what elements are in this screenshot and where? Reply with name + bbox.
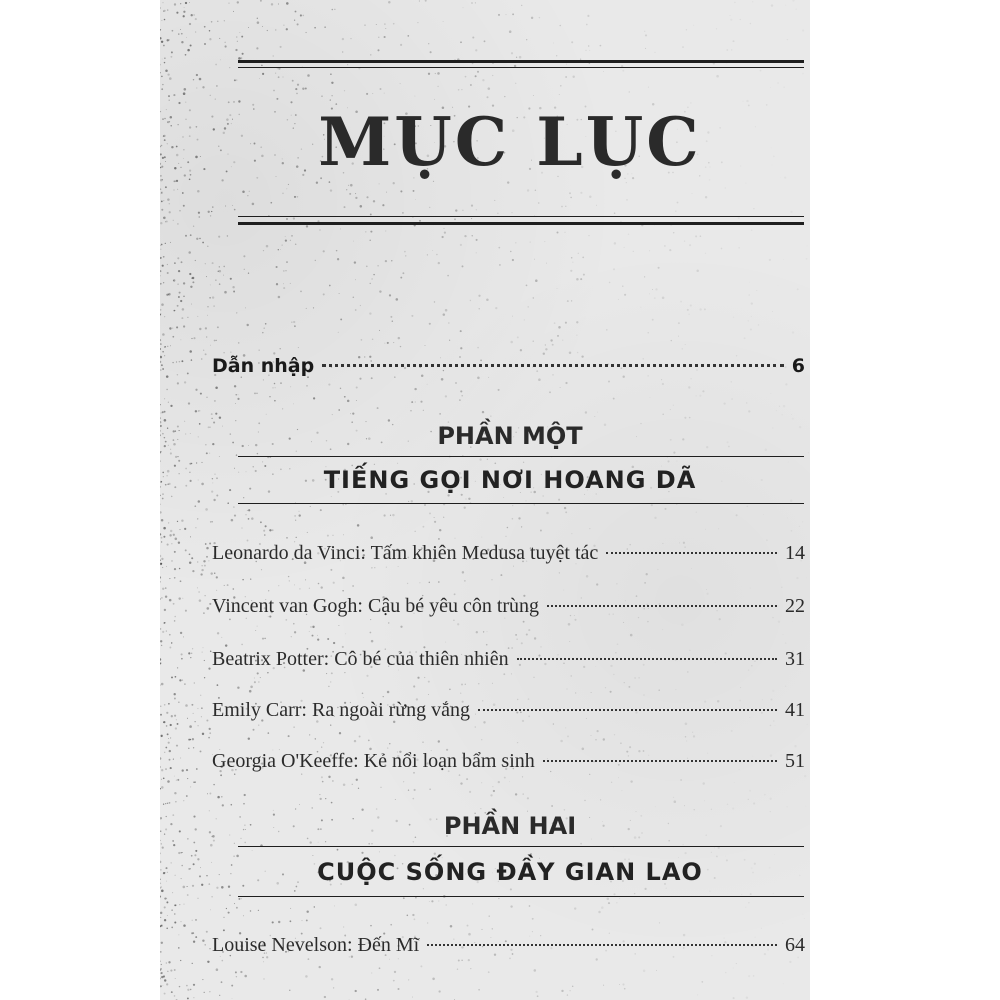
part-two-rule-top: [238, 846, 804, 847]
part-two-label: PHẦN HAI: [443, 812, 577, 840]
intro-entry[interactable]: [212, 355, 805, 387]
toc-entry[interactable]: [212, 699, 805, 727]
toc-entry[interactable]: [212, 934, 805, 962]
entry-page: 31: [785, 648, 805, 670]
dot-leader: [547, 605, 777, 607]
entry-title: Vincent van Gogh: Cậu bé yêu côn trùng: [212, 595, 540, 617]
toc-entry[interactable]: [212, 648, 805, 676]
entry-page: 51: [785, 750, 805, 772]
intro-title: Dẫn nhập: [212, 355, 315, 377]
title-rule-thin: [238, 216, 804, 217]
entry-title: Beatrix Potter: Cô bé của thiên nhiên: [212, 648, 509, 670]
part-one-label: PHẦN MỘT: [437, 422, 583, 450]
dot-leader: [517, 658, 777, 660]
entry-page: 64: [785, 934, 805, 956]
part-one-title: TIẾNG GỌI NƠI HOANG DÃ: [323, 466, 697, 494]
book-page: [160, 0, 810, 1000]
dot-leader: [427, 944, 777, 946]
entry-title: Louise Nevelson: Đến Mĩ: [212, 934, 420, 956]
part-two-title: CUỘC SỐNG ĐẦY GIAN LAO: [317, 858, 703, 886]
part-two-rule-bottom: [238, 896, 804, 897]
dot-leader: [478, 709, 777, 711]
toc-entry[interactable]: [212, 542, 805, 570]
part-one-rule-bottom: [238, 503, 804, 504]
entry-page: 22: [785, 595, 805, 617]
entry-page: 41: [785, 699, 805, 721]
toc-entry[interactable]: [212, 750, 805, 778]
toc-entry[interactable]: [212, 595, 805, 623]
page-title: MỤC LỤC: [318, 103, 702, 181]
entry-title: Leonardo da Vinci: Tấm khiên Medusa tuyệt tác: [212, 542, 599, 564]
intro-page: 6: [791, 355, 805, 377]
dot-leader: [543, 760, 777, 762]
dot-leader: [322, 364, 784, 367]
entry-title: Emily Carr: Ra ngoài rừng vắng: [212, 699, 471, 721]
entry-title: Georgia O'Keeffe: Kẻ nổi loạn bẩm sinh: [212, 750, 535, 772]
top-rule-thin: [238, 67, 804, 68]
entry-page: 14: [785, 542, 805, 564]
dot-leader: [606, 552, 777, 554]
top-rule: [238, 60, 804, 63]
part-one-rule-top: [238, 456, 804, 457]
title-rule: [238, 222, 804, 225]
